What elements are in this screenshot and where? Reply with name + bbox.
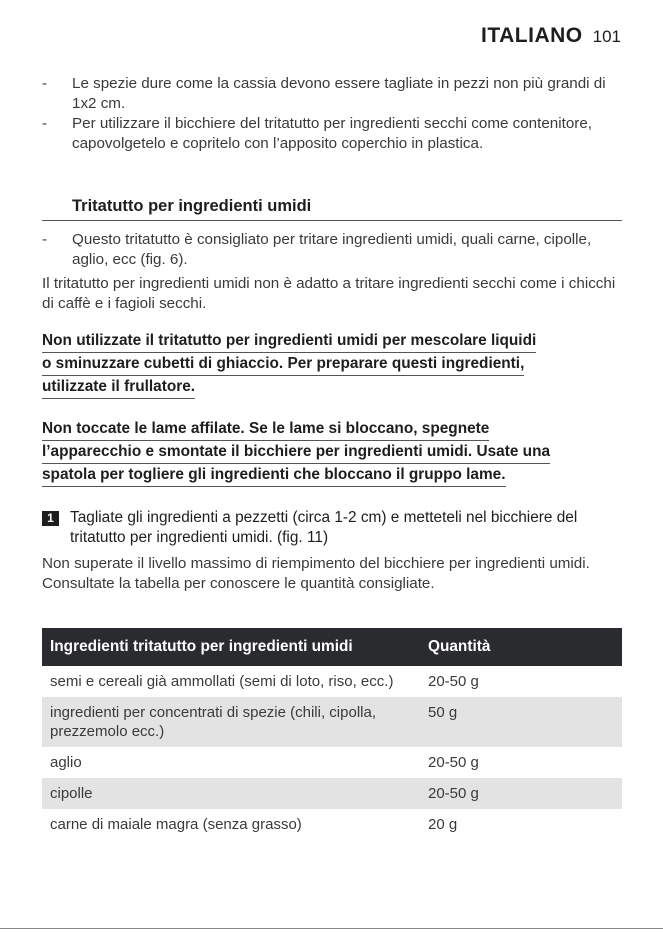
page-bottom-rule bbox=[0, 928, 663, 929]
step-1 bbox=[42, 508, 622, 548]
quantity-cell: 20 g bbox=[428, 816, 458, 833]
fill-level-note: Non superate il livello massimo di riempimento del bicchiere per ingredienti umidi. bbox=[42, 555, 590, 572]
list-item-text: Per utilizzare il bicchiere del tritatutto per ingredienti secchi come contenitore, capovolgetelo e copritelo con l’apposito coperchio in plastica. bbox=[72, 115, 593, 152]
table-row bbox=[42, 809, 622, 840]
quantity-cell: 20-50 g bbox=[428, 673, 479, 690]
list-dash: - bbox=[42, 231, 48, 248]
warning-line: utilizzate il frullatore. bbox=[42, 376, 195, 399]
page-number: 101 bbox=[592, 27, 621, 46]
list-dash: - bbox=[42, 115, 48, 132]
step-notes bbox=[42, 554, 622, 594]
list-item bbox=[42, 230, 622, 270]
ingredient-cell: carne di maiale magra (senza grasso) bbox=[50, 816, 302, 833]
table-row bbox=[42, 666, 622, 697]
note-paragraph: Il tritatutto per ingredienti umidi non è adatto a tritare ingredienti secchi come i chicchi di caffè e i fagioli secchi. bbox=[42, 275, 616, 312]
table-reference-note: Consultate la tabella per conoscere le quantità consigliate. bbox=[42, 575, 435, 592]
column-header-quantity: Quantità bbox=[420, 628, 622, 666]
tips-list bbox=[42, 74, 622, 154]
section-heading-text: Tritatutto per ingredienti umidi bbox=[72, 197, 312, 215]
list-item bbox=[42, 74, 622, 114]
page-header bbox=[481, 24, 621, 48]
step-text-wrapper bbox=[42, 508, 622, 548]
ingredient-cell: ingredienti per concentrati di spezie (chili, cipolla, prezzemolo ecc.) bbox=[42, 697, 420, 747]
quantity-cell: 50 g bbox=[420, 697, 622, 747]
warning-line: spatola per togliere gli ingredienti che bloccano il gruppo lame. bbox=[42, 464, 506, 487]
quantity-table bbox=[42, 628, 622, 840]
language-label: ITALIANO bbox=[481, 24, 583, 47]
warning-line: Non utilizzate il tritatutto per ingredienti umidi per mescolare liquidi bbox=[42, 330, 536, 353]
step-text: Tagliate gli ingredienti a pezzetti (circa 1-2 cm) e metteteli nel bicchiere del tritatutto per ingredienti umidi. bbox=[70, 509, 578, 546]
ingredient-cell: semi e cereali già ammollati (semi di loto, riso, ecc.) bbox=[50, 673, 394, 690]
list-dash: - bbox=[42, 75, 48, 92]
ingredient-cell: aglio bbox=[50, 754, 82, 771]
list-item-text: Le spezie dure come la cassia devono essere tagliate in pezzi non più grandi di 1x2 cm. bbox=[72, 75, 606, 112]
warning-block-blades bbox=[42, 418, 622, 487]
wet-chopper-list bbox=[42, 230, 622, 270]
list-item-text: Questo tritatutto è consigliato per tritare ingredienti umidi, quali carne, cipolle, aglio, ecc (fig. 6). bbox=[72, 231, 592, 268]
list-item bbox=[42, 114, 622, 154]
table-row bbox=[42, 697, 622, 747]
quantity-cell: 20-50 g bbox=[428, 754, 479, 771]
step-number-badge: 1 bbox=[42, 511, 59, 526]
warning-line: l’apparecchio e smontate il bicchiere per ingredienti umidi. Usate una bbox=[42, 441, 550, 464]
warning-line: o sminuzzare cubetti di ghiaccio. Per preparare questi ingredienti, bbox=[42, 353, 524, 376]
section-heading bbox=[42, 196, 622, 221]
quantity-cell: 20-50 g bbox=[420, 778, 622, 809]
warning-line: Non toccate le lame affilate. Se le lame si bloccano, spegnete bbox=[42, 418, 489, 441]
warning-block-liquids bbox=[42, 330, 622, 399]
table-header-row bbox=[42, 628, 622, 666]
column-header-ingredients: Ingredienti tritatutto per ingredienti umidi bbox=[42, 628, 420, 666]
ingredient-cell: cipolle bbox=[42, 778, 420, 809]
table-row bbox=[42, 747, 622, 778]
table-row bbox=[42, 778, 622, 809]
figure-reference: (fig. 11) bbox=[277, 529, 329, 546]
